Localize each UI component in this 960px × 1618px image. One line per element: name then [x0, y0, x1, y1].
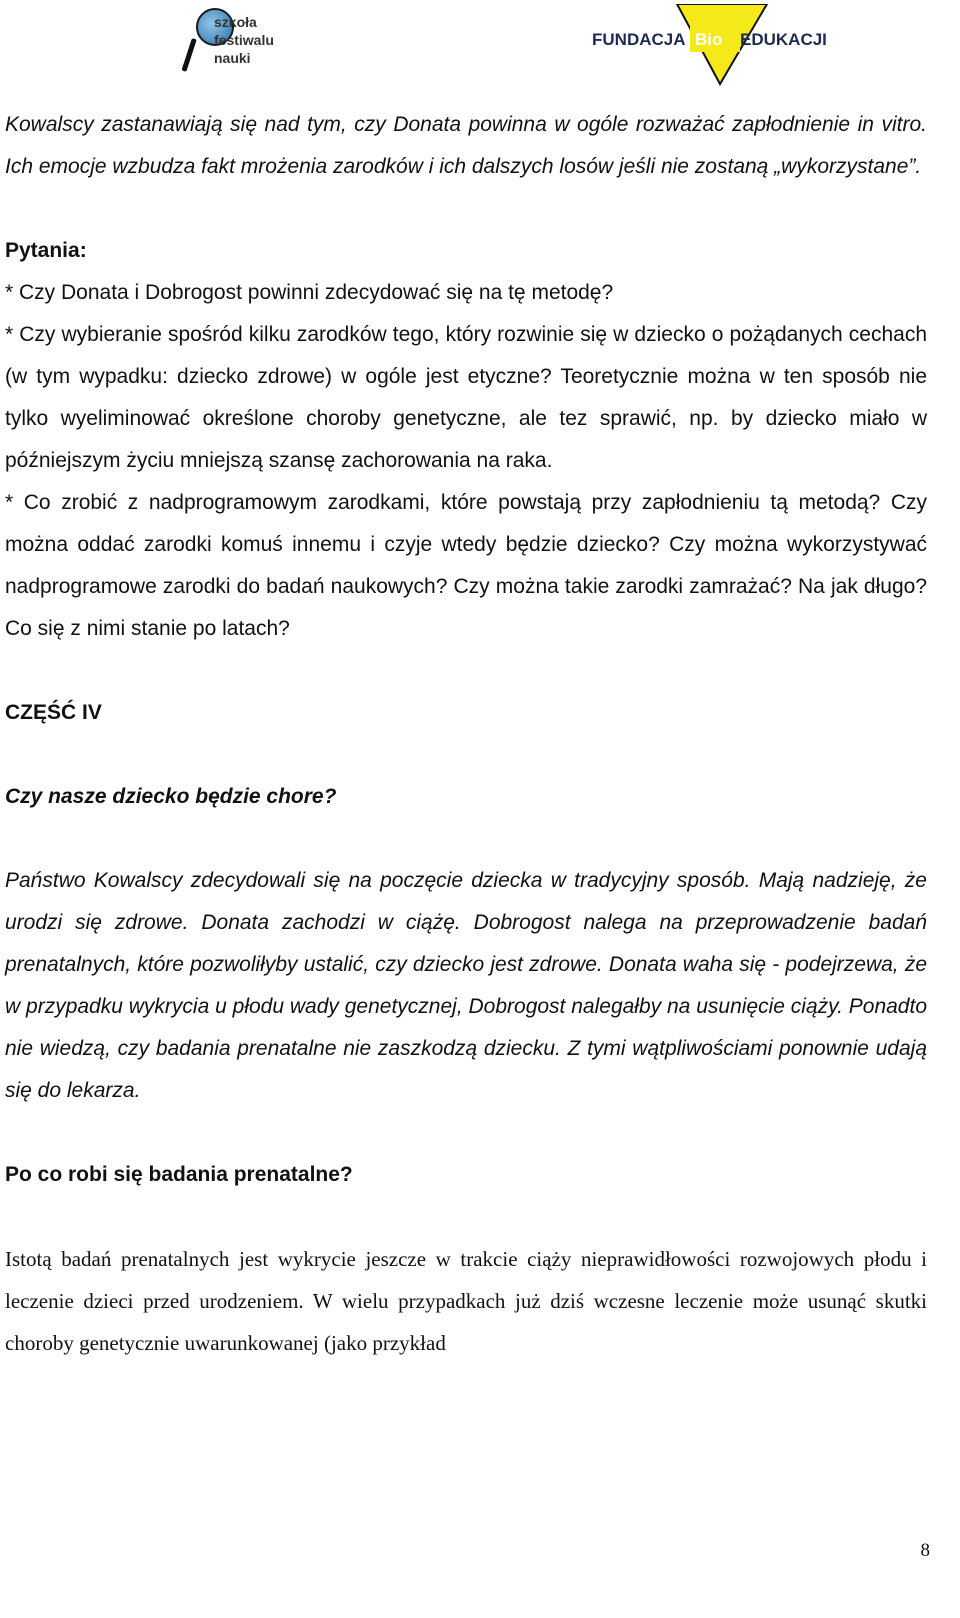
logo-bio-text: Bio [695, 30, 723, 49]
fundacja-bioedukacji-logo [592, 4, 842, 86]
spacer [5, 650, 927, 692]
logo-edukacji-text: EDUKACJI [740, 30, 827, 49]
logo-fundacja-text: FUNDACJA [592, 30, 686, 49]
section-heading: CZĘŚĆ IV [5, 701, 102, 724]
spacer [5, 1196, 927, 1238]
intro-paragraph: Kowalscy zastanawiają się nad tym, czy Donata powinna w ogóle rozważać zapłodnienie in vitro. Ich emocje wzbudza fakt mrożenia zarodków i ich dalszych losów jeśli nie zostaną „wykorzystane”. [5, 113, 927, 178]
prenatal-subheading: Po co robi się badania prenatalne? [5, 1163, 353, 1186]
document-body [5, 104, 927, 1364]
spacer [5, 734, 927, 776]
logo-line-2: festiwalu [214, 32, 274, 48]
questions-heading: Pytania: [5, 239, 87, 262]
question-item-1: * Czy Donata i Dobrogost powinni zdecydować się na tę metodę? [5, 281, 614, 304]
logo-line-3: nauki [214, 50, 251, 66]
szkola-festiwalu-nauki-logo [184, 4, 294, 74]
magnifier-handle [181, 38, 196, 72]
page-number: 8 [920, 1540, 930, 1561]
story-paragraph: Państwo Kowalscy zdecydowali się na poczęcie dziecka w tradycyjny sposób. Mają nadzieję, że urodzi się zdrowe. Donata zachodzi w ciążę. Dobrogost nalega na przeprowadzenie badań prenatalnych, które pozwoliłyby ustalić, czy dziecko jest zdrowe. Donata waha się - podejrzewa, że w przypadku wykrycia u płodu wady genetycznej, Dobrogost nalegałby na usunięcie ciąży. Ponadto nie wiedzą, czy badania prenatalne nie zaszkodzą dziecku. Z tymi wątpliwościami ponownie udają się do lekarza. [5, 869, 927, 1102]
question-item-2: * Czy wybieranie spośród kilku zarodków tego, który rozwinie się w dziecko o pożądanych cechach (w tym wypadku: dziecko zdrowe) w ogóle jest etyczne? Teoretycznie można w ten sposób nie tylko wyeliminować określone choroby genetyczne, ale tez sprawić, np. by dziecko miało w późniejszym życiu mniejszą szansę zachorowania na raka. [5, 323, 927, 472]
section-subtitle: Czy nasze dziecko będzie chore? [5, 785, 337, 808]
spacer [5, 1112, 927, 1154]
prenatal-paragraph: Istotą badań prenatalnych jest wykrycie jeszcze w trakcie ciąży nieprawidłowości rozwojowych płodu i leczenie dzieci przed urodzeniem. W wielu przypadkach już dziś wczesne leczenie może usunąć skutki choroby genetycznie uwarunkowanej (jako przykład [5, 1247, 927, 1355]
question-item-3: * Co zrobić z nadprogramowym zarodkami, które powstają przy zapłodnieniu tą metodą? Czy można oddać zarodki komuś innemu i czyje wtedy będzie dziecko? Czy można wykorzystywać nadprogramowe zarodki do badań naukowych? Czy można takie zarodki zamrażać? Na jak długo? Co się z nimi stanie po latach? [5, 491, 927, 640]
logo-line-1: szkoła [214, 14, 257, 30]
spacer [5, 818, 927, 860]
spacer [5, 188, 927, 230]
